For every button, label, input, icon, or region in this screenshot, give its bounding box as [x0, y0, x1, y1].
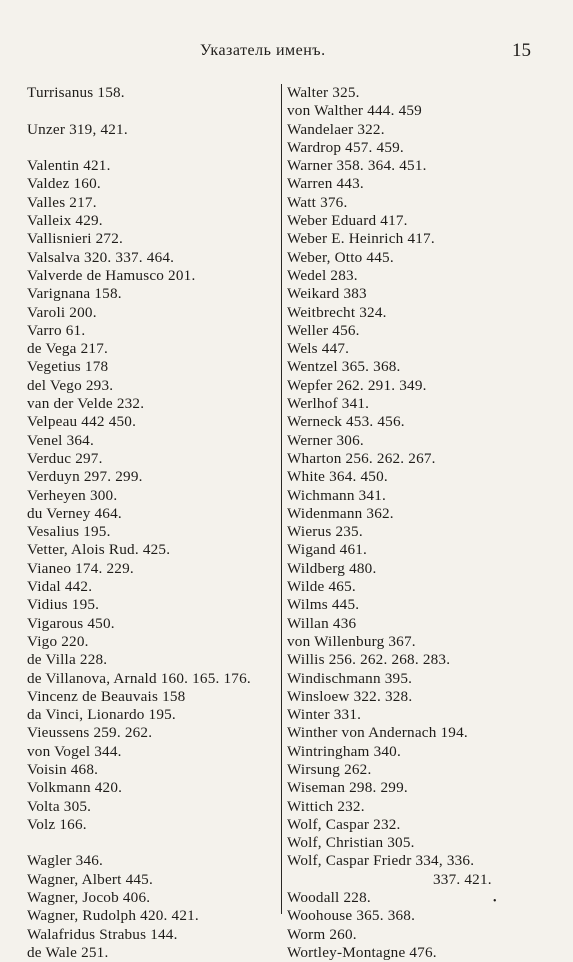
index-entry: Windischmann 395.: [287, 669, 413, 687]
index-entry: van der Velde 232.: [27, 395, 145, 413]
index-entry: Wagner, Albert 445.: [27, 870, 153, 888]
index-entry: Vigarous 450.: [27, 614, 115, 632]
index-entry: Willan 436: [287, 614, 357, 632]
index-entry: Verduyn 297. 299.: [27, 468, 143, 486]
index-entry: Warren 443.: [287, 175, 364, 193]
index-entry: Valleix 429.: [27, 212, 103, 230]
index-entry: Valverde de Hamusco 201.: [27, 266, 196, 284]
index-entry: Voisin 468.: [27, 760, 99, 778]
index-entry: Winter 331.: [287, 706, 362, 724]
index-entry: Vidius 195.: [27, 596, 100, 614]
index-entry: Vegetius 178: [27, 358, 109, 376]
index-entry: Valles 217.: [27, 193, 97, 211]
index-entry: Weber, Otto 445.: [287, 248, 394, 266]
index-entry: Weitbrecht 324.: [287, 303, 387, 321]
index-entry: Wolf, Caspar 232.: [287, 815, 401, 833]
index-entry: Wentzel 365. 368.: [287, 358, 401, 376]
section-gap: [27, 139, 267, 157]
index-entry: Verduc 297.: [27, 449, 103, 467]
index-entry: de Wale 251.: [27, 943, 109, 961]
index-entry: Wagler 346.: [27, 852, 104, 870]
index-entry: Wittich 232.: [287, 797, 365, 815]
index-entry: Valsalva 320. 337. 464.: [27, 248, 175, 266]
section-gap: [27, 102, 267, 120]
index-entry: Wardrop 457. 459.: [287, 138, 404, 156]
index-entry: Vincenz de Beauvais 158: [27, 687, 186, 705]
index-entry: Vieussens 259. 262.: [27, 724, 153, 742]
index-entry: Wierus 235.: [287, 523, 363, 541]
index-entry: Vianeo 174. 229.: [27, 559, 134, 577]
index-entry: Wirsung 262.: [287, 760, 372, 778]
index-entry: Volta 305.: [27, 797, 92, 815]
index-entry: Venel 364.: [27, 431, 94, 449]
index-entry: Wandelaer 322.: [287, 120, 385, 138]
index-entry: Willis 256. 262. 268. 283.: [287, 651, 451, 669]
section-gap: [27, 834, 267, 852]
index-entry: Widenmann 362.: [287, 504, 394, 522]
index-entry: Wintringham 340.: [287, 742, 401, 760]
index-entry: Werner 306.: [287, 431, 364, 449]
index-entry: Woohouse 365. 368.: [287, 907, 416, 925]
index-entry: Varignana 158.: [27, 285, 122, 303]
page-number: 15: [512, 40, 531, 61]
index-entry: Wepfer 262. 291. 349.: [287, 376, 427, 394]
index-entry: Vetter, Alois Rud. 425.: [27, 541, 171, 559]
index-entry: Walter 325.: [287, 84, 360, 101]
index-entry: White 364. 450.: [287, 468, 388, 486]
index-entry: Volkmann 420.: [27, 779, 123, 797]
index-entry: Warner 358. 364. 451.: [287, 157, 427, 175]
footer-mark: •: [493, 896, 497, 907]
index-entry: Vesalius 195.: [27, 523, 111, 541]
index-entry: Winther von Andernach 194.: [287, 724, 468, 742]
index-entry: Winsloew 322. 328.: [287, 687, 413, 705]
index-entry: Werneck 453. 456.: [287, 413, 405, 431]
index-entry: du Verney 464.: [27, 504, 122, 522]
index-entry: Walafridus Strabus 144.: [27, 925, 178, 943]
index-entry: Wolf, Caspar Friedr 334, 336.: [287, 852, 475, 870]
index-entry: Varro 61.: [27, 321, 86, 339]
index-entry: Unzer 319, 421.: [27, 120, 128, 138]
index-entry: Wilms 445.: [287, 596, 360, 614]
index-entry: Watt 376.: [287, 193, 348, 211]
index-entry: Wels 447.: [287, 340, 350, 358]
index-entry: da Vinci, Lionardo 195.: [27, 706, 176, 724]
index-entry: Werlhof 341.: [287, 395, 370, 413]
index-entry: Wortley-Montagne 476.: [287, 943, 437, 961]
column-divider: [281, 84, 282, 914]
index-entry: von Willenburg 367.: [287, 632, 416, 650]
index-entry: Wharton 256. 262. 267.: [287, 449, 436, 467]
index-entry: Wedel 283.: [287, 266, 358, 284]
index-entry: de Villanova, Arnald 160. 165. 176.: [27, 669, 251, 687]
index-entry: de Villa 228.: [27, 651, 108, 669]
index-entry: Wiseman 298. 299.: [287, 779, 408, 797]
index-entry: Vallisnieri 272.: [27, 230, 123, 248]
index-entry: Turrisanus 158.: [27, 84, 125, 101]
index-entry: Wilde 465.: [287, 578, 356, 596]
index-entry: Wolf, Christian 305.: [287, 834, 415, 852]
index-entry: Vigo 220.: [27, 632, 89, 650]
index-entry: Wildberg 480.: [287, 559, 377, 577]
index-entry: Volz 166.: [27, 815, 87, 833]
index-entry: Valentin 421.: [27, 157, 111, 175]
index-column-left: [27, 84, 267, 962]
index-entry: Weikard 383: [287, 285, 367, 303]
index-entry: Weber E. Heinrich 417.: [287, 230, 435, 248]
index-entry: Worm 260.: [287, 925, 357, 943]
index-entry: Weber Eduard 417.: [287, 212, 408, 230]
index-column-right: [287, 84, 557, 962]
index-entry: Woodall 228.: [287, 889, 371, 907]
index-entry: Varoli 200.: [27, 303, 97, 321]
index-entry: Valdez 160.: [27, 175, 101, 193]
index-entry: Wagner, Jocob 406.: [27, 889, 151, 907]
page-header: [0, 40, 573, 64]
index-entry: Wagner, Rudolph 420. 421.: [27, 907, 199, 925]
index-entry: Wichmann 341.: [287, 486, 386, 504]
index-entry: Wigand 461.: [287, 541, 368, 559]
running-title: Указатель именъ.: [200, 42, 326, 59]
index-entry: Velpeau 442 450.: [27, 413, 137, 431]
index-entry: von Walther 444. 459: [287, 102, 422, 120]
index-entry: Verheyen 300.: [27, 486, 118, 504]
index-entry: von Vogel 344.: [27, 742, 122, 760]
index-entry: Weller 456.: [287, 321, 360, 339]
index-entry: de Vega 217.: [27, 340, 108, 358]
index-entry: Vidal 442.: [27, 578, 93, 596]
index-entry: 337. 421.: [433, 870, 492, 888]
index-entry: del Vego 293.: [27, 376, 114, 394]
